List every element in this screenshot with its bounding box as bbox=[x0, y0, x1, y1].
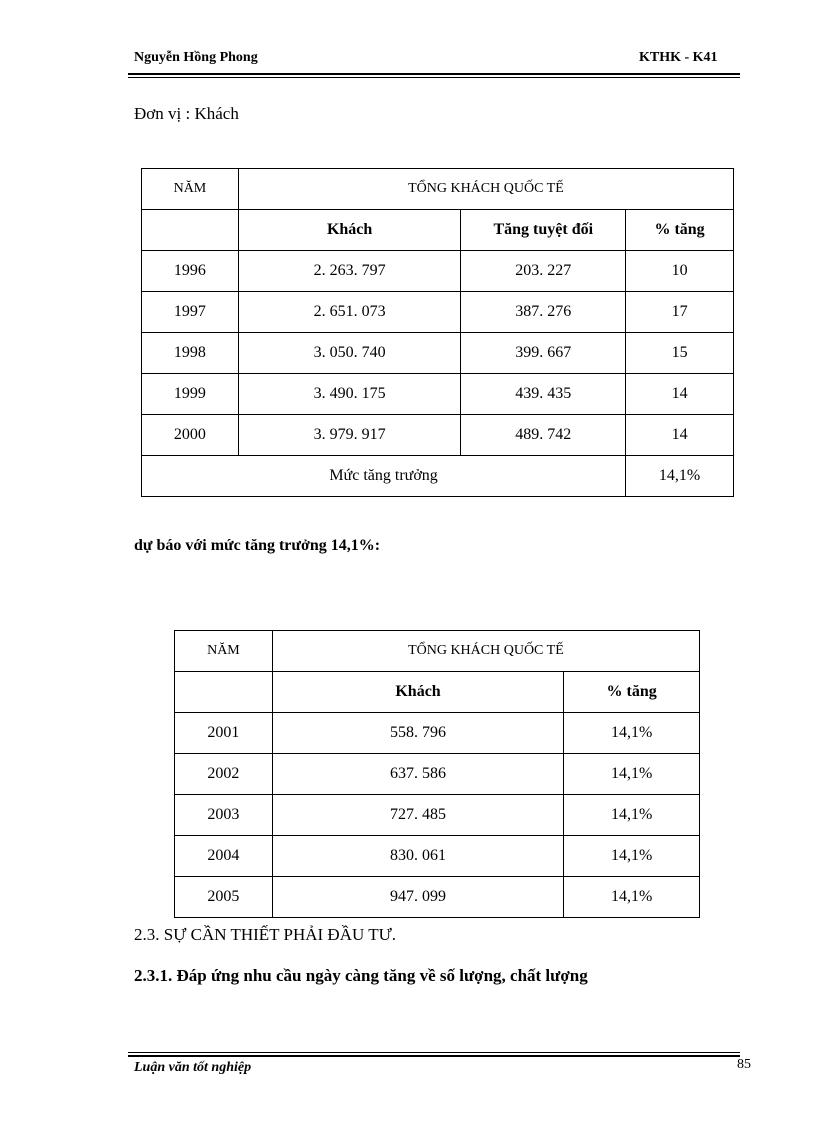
cell-pct: 14,1% bbox=[564, 836, 700, 877]
tourist-forecast-table bbox=[174, 630, 700, 918]
table-row bbox=[142, 333, 734, 374]
cell-guests: 2. 263. 797 bbox=[238, 251, 461, 292]
cell-year: 2000 bbox=[142, 415, 239, 456]
cell-abs: 387. 276 bbox=[461, 292, 626, 333]
table-header-row bbox=[175, 631, 700, 672]
cell-guests: 727. 485 bbox=[272, 795, 563, 836]
table-row bbox=[175, 877, 700, 918]
header-author: Nguyễn Hồng Phong bbox=[134, 50, 258, 65]
cell-pct: 14 bbox=[626, 374, 734, 415]
cell-year: 1997 bbox=[142, 292, 239, 333]
col-year-header: NĂM bbox=[175, 631, 273, 672]
header-rule bbox=[128, 73, 740, 75]
table-row bbox=[175, 754, 700, 795]
section-heading-2-3-1: 2.3.1. Đáp ứng nhu cầu ngày càng tăng về số lượng, chất lượng bbox=[134, 966, 588, 985]
cell-guests: 558. 796 bbox=[272, 713, 563, 754]
header-rule-thin bbox=[128, 77, 740, 78]
cell-abs: 203. 227 bbox=[461, 251, 626, 292]
cell-year: 2001 bbox=[175, 713, 273, 754]
summary-value: 14,1% bbox=[626, 456, 734, 497]
cell-guests: 830. 061 bbox=[272, 836, 563, 877]
unit-label: Đơn vị : Khách bbox=[134, 104, 239, 123]
page-number: 85 bbox=[737, 1057, 751, 1072]
col-guests-header: Khách bbox=[238, 210, 461, 251]
cell-pct: 14,1% bbox=[564, 754, 700, 795]
table-row bbox=[142, 415, 734, 456]
footer-rule-thin bbox=[128, 1052, 740, 1053]
cell-year: 2002 bbox=[175, 754, 273, 795]
cell-guests: 3. 979. 917 bbox=[238, 415, 461, 456]
col-guests-header: Khách bbox=[272, 672, 563, 713]
cell-year: 1999 bbox=[142, 374, 239, 415]
tourist-history-table bbox=[141, 168, 734, 497]
footer-label: Luận văn tốt nghiệp bbox=[134, 1060, 252, 1075]
summary-label: Mức tăng trưởng bbox=[142, 456, 626, 497]
forecast-heading: dự báo với mức tăng trưởng 14,1%: bbox=[134, 537, 381, 554]
table-row bbox=[175, 836, 700, 877]
cell-guests: 3. 490. 175 bbox=[238, 374, 461, 415]
table-row bbox=[142, 292, 734, 333]
cell-pct: 14,1% bbox=[564, 713, 700, 754]
cell-guests: 2. 651. 073 bbox=[238, 292, 461, 333]
cell-pct: 14 bbox=[626, 415, 734, 456]
table-row bbox=[175, 713, 700, 754]
cell-year: 1996 bbox=[142, 251, 239, 292]
table-row bbox=[142, 374, 734, 415]
col-abs-header: Tăng tuyệt đối bbox=[461, 210, 626, 251]
footer-rule bbox=[128, 1055, 740, 1057]
col-year-header: NĂM bbox=[142, 169, 239, 210]
table-subheader-row bbox=[142, 210, 734, 251]
cell-guests: 947. 099 bbox=[272, 877, 563, 918]
table-row bbox=[142, 251, 734, 292]
cell-pct: 14,1% bbox=[564, 877, 700, 918]
cell-year: 2004 bbox=[175, 836, 273, 877]
cell-year: 2005 bbox=[175, 877, 273, 918]
section-heading-2-3: 2.3. SỰ CẦN THIẾT PHẢI ĐẦU TƯ. bbox=[134, 925, 397, 944]
cell-pct: 14,1% bbox=[564, 795, 700, 836]
cell-guests: 637. 586 bbox=[272, 754, 563, 795]
header-course: KTHK - K41 bbox=[639, 50, 718, 65]
cell-guests: 3. 050. 740 bbox=[238, 333, 461, 374]
cell-pct: 15 bbox=[626, 333, 734, 374]
cell-abs: 489. 742 bbox=[461, 415, 626, 456]
group-title-header: TỔNG KHÁCH QUỐC TẾ bbox=[272, 631, 699, 672]
table-header-row bbox=[142, 169, 734, 210]
cell-abs: 439. 435 bbox=[461, 374, 626, 415]
table-subheader-row bbox=[175, 672, 700, 713]
cell-pct: 10 bbox=[626, 251, 734, 292]
col-pct-header: % tăng bbox=[626, 210, 734, 251]
cell-abs: 399. 667 bbox=[461, 333, 626, 374]
summary-row bbox=[142, 456, 734, 497]
table-row bbox=[175, 795, 700, 836]
cell-year: 1998 bbox=[142, 333, 239, 374]
cell-pct: 17 bbox=[626, 292, 734, 333]
group-title-header: TỔNG KHÁCH QUỐC TẾ bbox=[238, 169, 733, 210]
col-pct-header: % tăng bbox=[564, 672, 700, 713]
cell-year: 2003 bbox=[175, 795, 273, 836]
